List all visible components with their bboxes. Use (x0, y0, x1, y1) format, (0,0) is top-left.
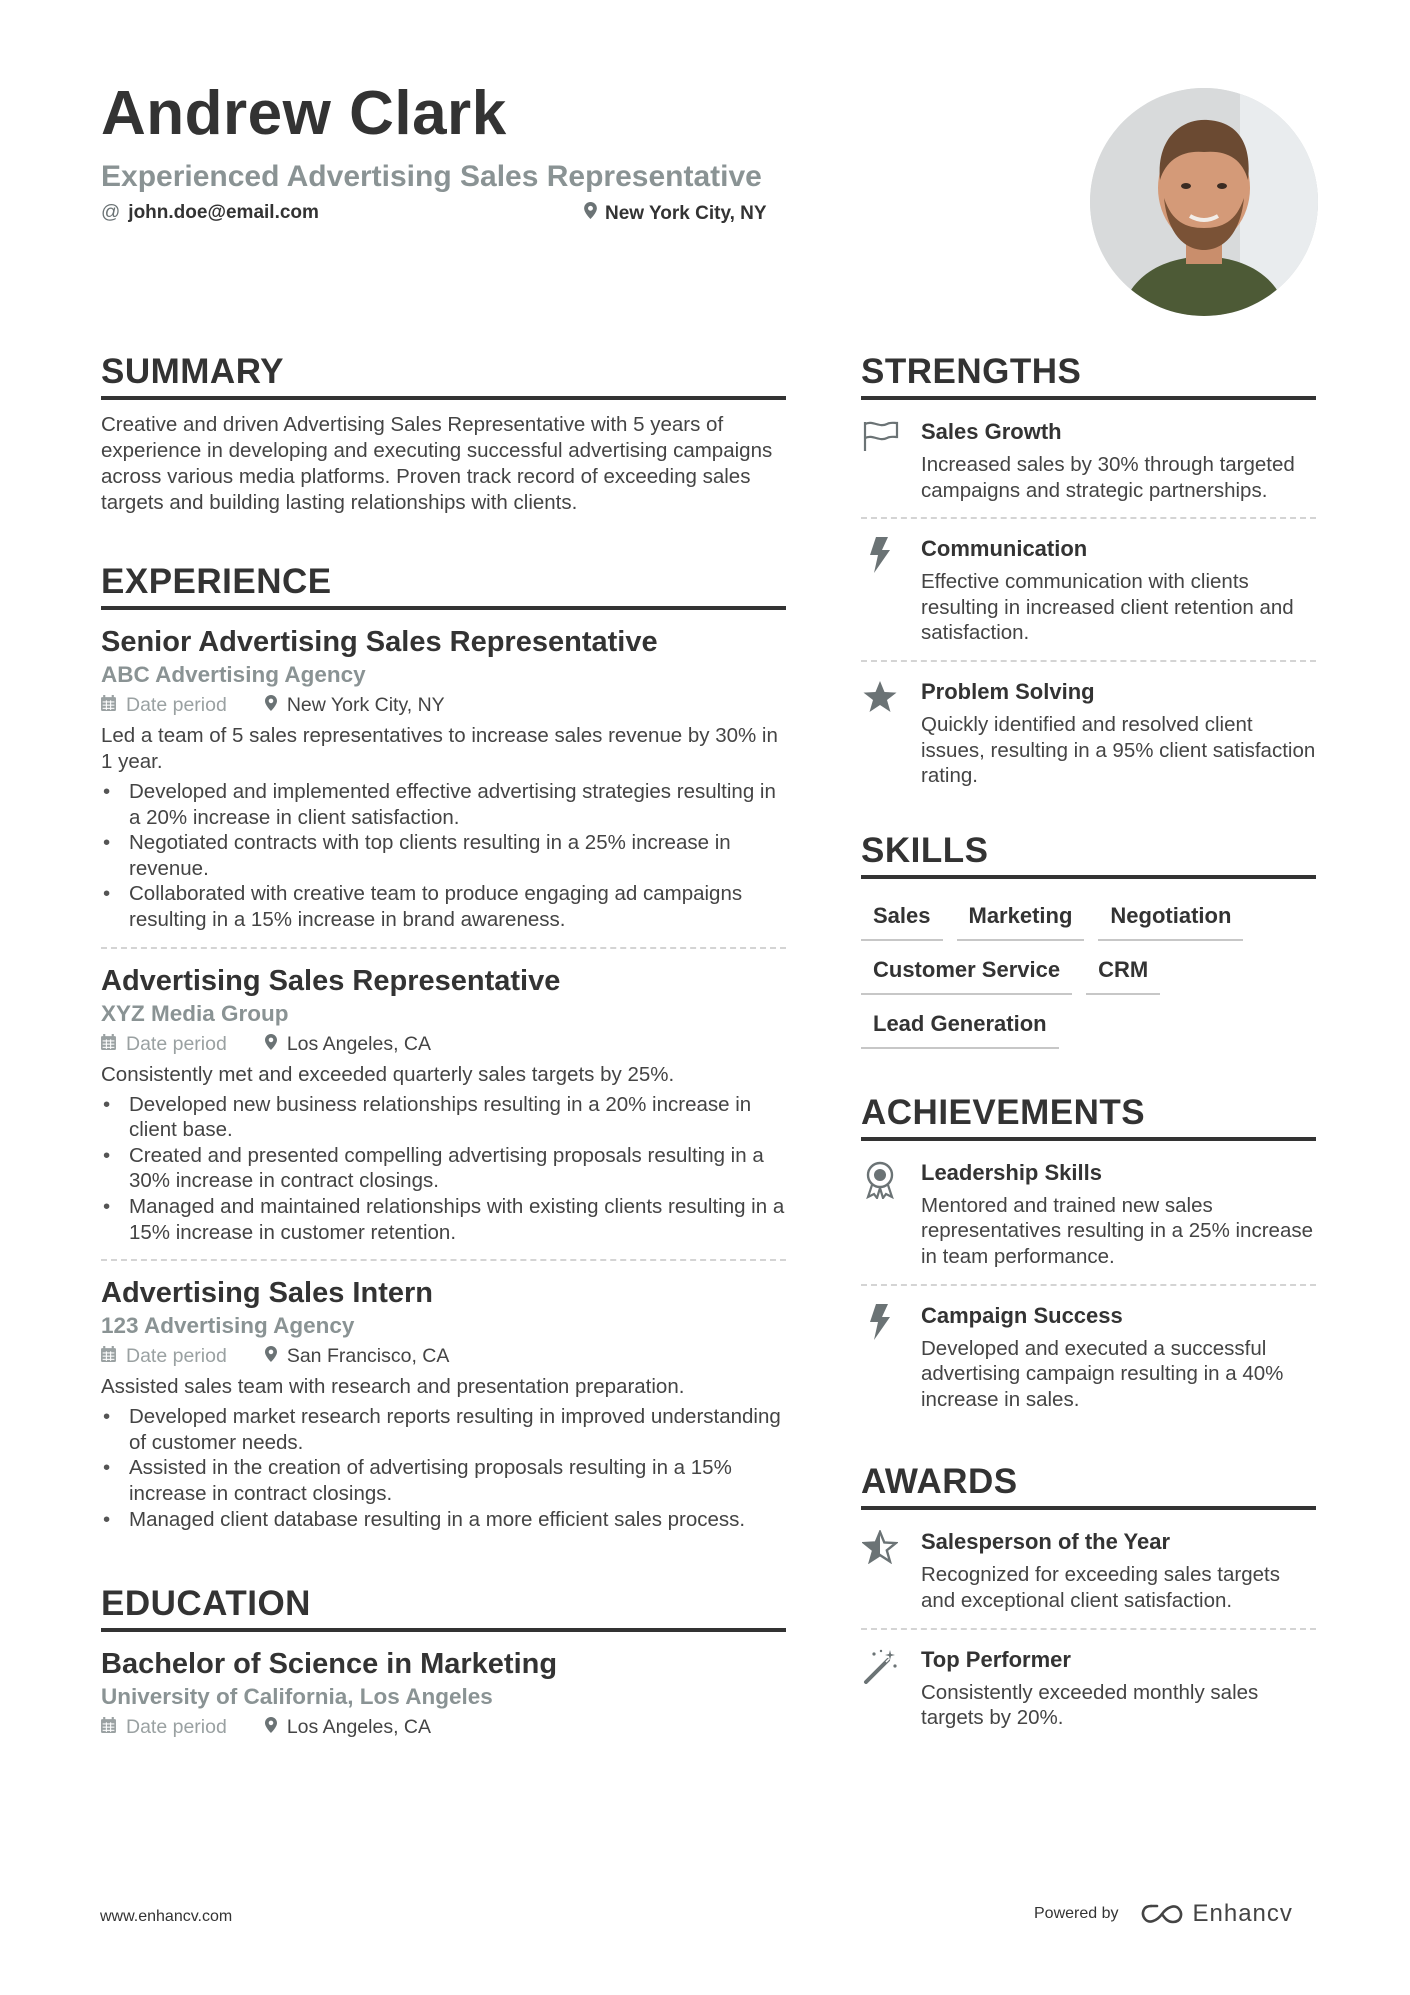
experience-title: EXPERIENCE (101, 562, 786, 610)
strength-title: Problem Solving (921, 678, 1095, 704)
job-bullet: • Managed client database resulting in a more efficient sales process. (101, 1507, 786, 1533)
calendar-icon (101, 1346, 116, 1367)
job-location: New York City, NY (286, 694, 445, 716)
at-icon: @ (101, 202, 121, 223)
powered-by-label: Powered by (1034, 1905, 1119, 1922)
achievement-title: Leadership Skills (921, 1159, 1102, 1185)
strengths-section (861, 352, 1316, 803)
infinity-icon (1139, 1902, 1185, 1926)
skill-tag: CRM (1086, 955, 1160, 995)
skill-tag: Sales (861, 901, 943, 941)
strength-title: Communication (921, 536, 1088, 562)
strength-item (861, 660, 1316, 803)
education-title: EDUCATION (101, 1584, 786, 1632)
education-date: Date period (126, 1716, 227, 1739)
email-text: john.doe@email.com (128, 202, 319, 223)
skill-tag: Lead Generation (861, 1009, 1059, 1049)
job-title: Advertising Sales Representative (101, 964, 561, 997)
education-section (101, 1584, 786, 1739)
website-link[interactable]: www.enhancv.com (100, 1908, 233, 1925)
experience-item (101, 1259, 786, 1546)
company-name: ABC Advertising Agency (101, 662, 366, 687)
strength-item (861, 402, 1316, 517)
award-item (861, 1512, 1316, 1627)
job-location: Los Angeles, CA (286, 1032, 432, 1055)
job-date: Date period (126, 1032, 227, 1055)
strength-description: Quickly identified and resolved client issues, resulting in a 95% client satisfaction rating. (921, 712, 1316, 788)
right-column (861, 352, 1316, 1745)
magic-wand-icon (861, 1646, 899, 1731)
achievement-description: Mentored and trained new sales representatives resulting in a 25% increase in team performance. (921, 1193, 1313, 1268)
job-title: Senior Advertising Sales Representative (101, 626, 658, 658)
award-description: Consistently exceeded monthly sales targets by 20%. (921, 1680, 1259, 1730)
award-title: Salesperson of the Year (921, 1529, 1171, 1555)
job-description: Consistently met and exceeded quarterly sales targets by 25%. (101, 1062, 675, 1086)
strength-title: Sales Growth (921, 419, 1062, 444)
award-title: Top Performer (921, 1646, 1071, 1672)
job-date: Date period (126, 694, 227, 716)
star-icon (861, 678, 899, 789)
achievement-description: Developed and executed a successful advertising campaign resulting in a 40% increase in sales. (921, 1336, 1284, 1411)
award-item (861, 1628, 1316, 1745)
strength-description: Increased sales by 30% through targeted campaigns and strategic partnerships. (921, 453, 1295, 502)
education-item (101, 1646, 786, 1739)
school-name: University of California, Los Angeles (101, 1684, 493, 1710)
job-bullet: • Created and presented compelling advertising proposals resulting in a 30% increase in contract closings. (101, 1143, 786, 1194)
location-pin-icon (584, 202, 597, 225)
job-bullet: • Developed market research reports resulting in improved understanding of customer needs. (101, 1404, 786, 1455)
skill-tag: Customer Service (861, 955, 1072, 995)
job-bullet: • Managed and maintained relationships with existing clients resulting in a 15% increase in customer retention. (101, 1194, 786, 1245)
summary-text: Creative and driven Advertising Sales Representative with 5 years of experience in developing and executing successful advertising campaigns across various media platforms. Proven track record of exceeding sales targets and building lasting relationships with clients. (101, 413, 773, 514)
achievement-item (861, 1143, 1316, 1284)
degree-title: Bachelor of Science in Marketing (101, 1648, 558, 1681)
location-text: New York City, NY (605, 202, 767, 224)
location-pin-icon (265, 1717, 277, 1738)
calendar-icon (101, 1717, 116, 1738)
location-pin-icon (265, 1346, 277, 1367)
calendar-icon (101, 1034, 116, 1055)
calendar-icon (101, 695, 116, 716)
enhancv-logo (1139, 1900, 1293, 1928)
brand-name: Enhancv (1192, 1900, 1293, 1927)
awards-section (861, 1462, 1316, 1744)
summary-section (101, 352, 786, 516)
candidate-headline: Experienced Advertising Sales Representative (101, 160, 762, 193)
location-pin-icon (265, 1034, 277, 1055)
job-bullet: • Developed and implemented effective advertising strategies resulting in a 20% increase in client satisfaction. (101, 779, 786, 830)
job-bullets (101, 1404, 786, 1532)
summary-title: SUMMARY (101, 352, 786, 400)
job-bullet: • Negotiated contracts with top clients resulting in a 25% increase in revenue. (101, 830, 786, 881)
job-description: Assisted sales team with research and presentation preparation. (101, 1375, 685, 1399)
job-meta (101, 1345, 786, 1368)
job-meta (101, 694, 786, 717)
job-description: Led a team of 5 sales representatives to increase sales revenue by 30% in 1 year. (101, 724, 778, 773)
star-outline-icon (861, 1528, 899, 1613)
skill-tag: Negotiation (1098, 901, 1243, 941)
medal-icon (861, 1159, 899, 1270)
skill-tag: Marketing (957, 901, 1085, 941)
achievements-title: ACHIEVEMENTS (861, 1093, 1316, 1141)
strengths-title: STRENGTHS (861, 352, 1316, 400)
skills-section (861, 831, 1316, 1049)
job-location: San Francisco, CA (286, 1345, 450, 1368)
achievements-section (861, 1093, 1316, 1427)
job-bullet: • Collaborated with creative team to produce engaging ad campaigns resulting in a 15% increase in brand awareness. (101, 881, 786, 932)
job-date: Date period (126, 1345, 227, 1368)
company-name: XYZ Media Group (101, 1000, 289, 1026)
location-pin-icon (265, 695, 277, 716)
candidate-name: Andrew Clark (101, 79, 507, 148)
award-description: Recognized for exceeding sales targets and exceptional client satisfaction. (921, 1563, 1280, 1612)
company-name: 123 Advertising Agency (101, 1313, 355, 1339)
skills-list (861, 901, 1316, 1049)
powered-by[interactable] (1034, 1900, 1293, 1928)
strength-description: Effective communication with clients resulting in increased client retention and satisfaction. (921, 570, 1294, 645)
experience-item (101, 624, 786, 947)
contact-email[interactable] (101, 202, 319, 224)
experience-item (101, 947, 786, 1260)
left-column (101, 352, 786, 1739)
job-title: Advertising Sales Intern (101, 1277, 433, 1310)
experience-section (101, 562, 786, 1546)
skills-title: SKILLS (861, 831, 1316, 879)
job-bullets (101, 1092, 786, 1246)
awards-title: AWARDS (861, 1462, 1316, 1510)
flag-icon (861, 418, 899, 503)
profile-photo (1090, 88, 1318, 316)
achievement-title: Campaign Success (921, 1302, 1123, 1328)
job-bullet: • Developed new business relationships resulting in a 20% increase in client base. (101, 1092, 786, 1143)
job-bullets (101, 779, 786, 933)
contact-location (584, 202, 767, 225)
education-meta (101, 1716, 786, 1739)
job-bullet: • Assisted in the creation of advertising proposals resulting in a 15% increase in contract closings. (101, 1455, 786, 1506)
lightning-icon (861, 1302, 899, 1413)
achievement-item (861, 1284, 1316, 1427)
strength-item (861, 517, 1316, 660)
education-location: Los Angeles, CA (286, 1716, 432, 1739)
job-meta (101, 1033, 786, 1056)
lightning-icon (861, 535, 899, 646)
